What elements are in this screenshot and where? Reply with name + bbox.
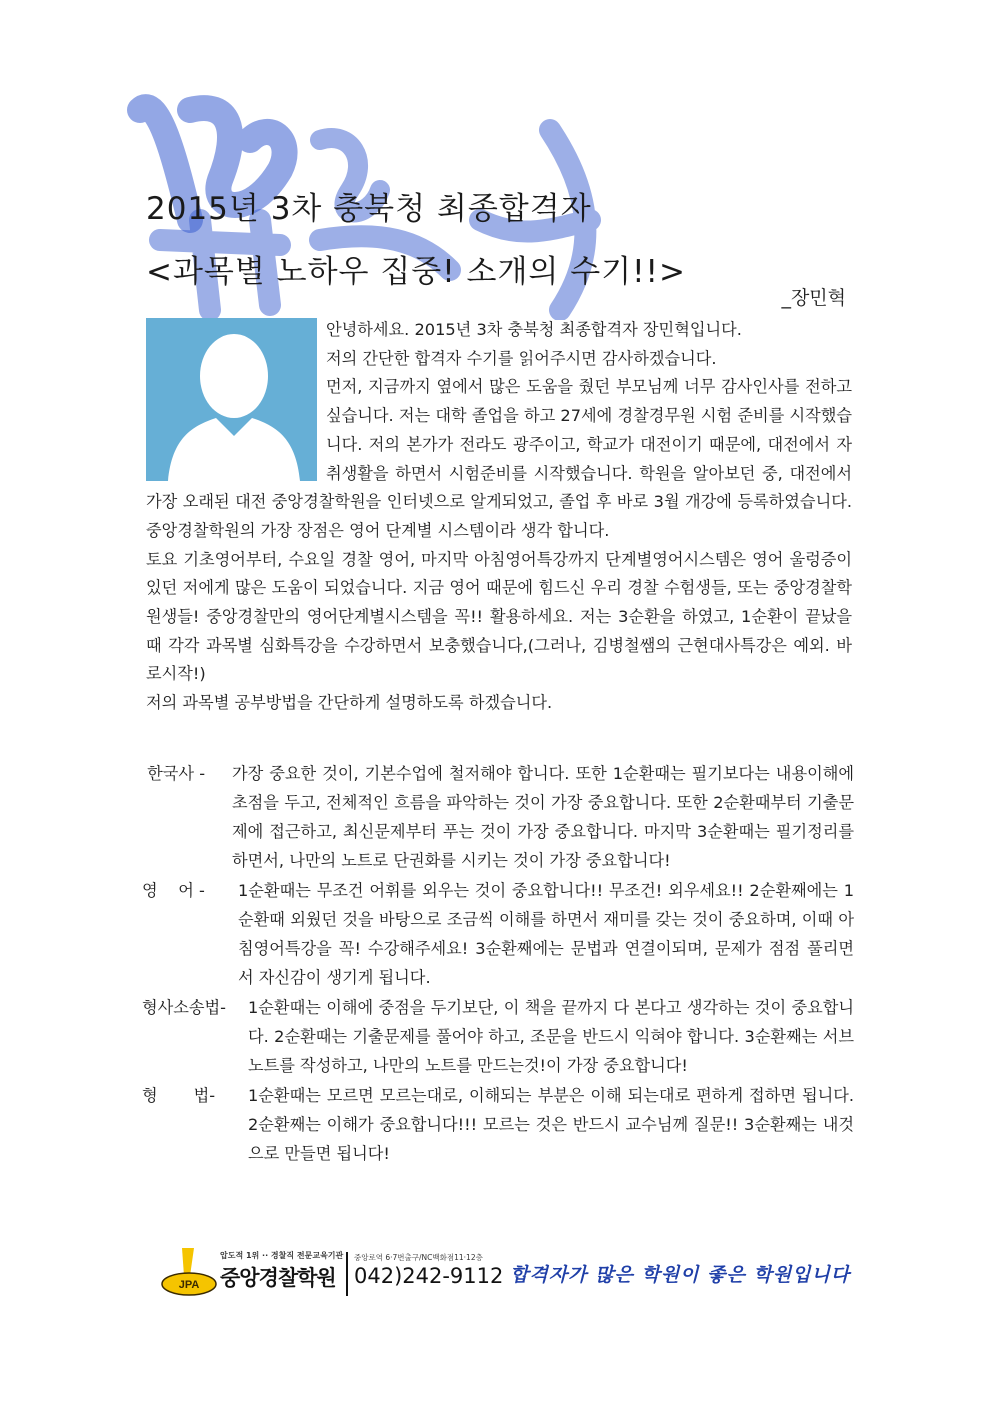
intro-text	[146, 316, 852, 718]
subject-label: 형사소송법-	[142, 998, 232, 1017]
subject-criminal-law	[142, 1081, 854, 1168]
subject-label: 한국사 -	[142, 764, 211, 783]
intro-paragraph: 저의 과목별 공부방법을 간단하게 설명하도록 하겠습니다.	[146, 693, 553, 713]
intro-paragraph: 먼저, 지금까지 옆에서 많은 도움을 줬던 부모님께 너무 감사인사를 전하고 싶습니다. 저는 대학 졸업을 하고 27세에 경찰경무원 시험 준비를 시작했습니다. 저의 본가가 전라도 광주이고, 학교가 대전이기 때문에, 대전에서 자취생활을 하면서 시험준비를 시작했습니다. 학원을 알아보던 중, 대전에서 가장 오래된 대전 중앙경찰학원을 인터넷으로 알게되었고, 졸업 후 바로 3월 개강에 등록하였습니다. 중앙경찰학원의 가장 장점은 영어 단계별 시스템이라 생각 합니다.	[146, 377, 852, 540]
subject-english	[142, 876, 854, 992]
intro-paragraph: 저의 간단한 합격자 수기를 읽어주시면 감사하겠습니다.	[326, 348, 717, 368]
subject-methods	[142, 759, 854, 1169]
subject-text: 가장 중요한 것이, 기본수업에 철저해야 합니다. 또한 1순환때는 필기보다는 내용이해에 초점을 두고, 전체적인 흐름을 파악하는 것이 가장 중요합니다. 또한 2순환때부터 기출문제에 접근하고, 최신문제부터 푸는 것이 가장 중요합니다. 마지막 3순환때는 필기정리를 하면서, 나만의 노트로 단권화를 시키는 것이 가장 중요합니다!	[232, 764, 854, 870]
author-name: _장민혁	[781, 287, 846, 309]
academy-name: 중앙경찰학원	[220, 1266, 336, 1290]
subject-text: 1순환때는 무조건 어휘를 외우는 것이 중요합니다!! 무조건! 외우세요!! 2순환째에는 1순환때 외웠던 것을 바탕으로 조금씩 이해를 하면서 재미를 갖는 것이 중요하며, 이때 아침영어특강을 꼭! 수강해주세요! 3순환째에는 문법과 연결이되며, 문제가 점점 풀리면서 자신감이 생기게 됩니다.	[238, 881, 854, 987]
academy-logo	[160, 1246, 218, 1298]
divider	[346, 1252, 348, 1296]
page-title: 2015년 3차 충북청 최종합격자	[146, 190, 592, 227]
logo-tagline: 압도적 1위 ·· 경찰직 전문교육기관	[220, 1251, 344, 1260]
academy-address: 중앙로역 6·7번출구/NC백화점11·12층	[354, 1253, 483, 1262]
subject-text: 1순환때는 이해에 중점을 두기보단, 이 책을 끝까지 다 본다고 생각하는 것이 중요합니다. 2순환때는 기출문제를 풀어야 하고, 조문을 반드시 익혀야 합니다. 3순환째는 서브노트를 작성하고, 나만의 노트를 만드는것!이 가장 중요합니다!	[248, 998, 854, 1075]
subject-label: 형 법-	[142, 1086, 221, 1105]
subject-label: 영 어 -	[142, 881, 210, 900]
logo-badge: JPA	[178, 1279, 200, 1291]
subject-text: 1순환때는 모르면 모르는대로, 이해되는 부분은 이해 되는대로 편하게 접하면 됩니다. 2순환째는 이해가 중요합니다!!! 모르는 것은 반드시 교수님께 질문!! 3순환째는 내것으로 만들면 됩니다!	[248, 1086, 854, 1163]
intro-paragraph: 토요 기초영어부터, 수요일 경찰 영어, 마지막 아침영어특강까지 단계별영어시스템은 영어 울렁증이 있던 저에게 많은 도움이 되었습니다. 지금 영어 때문에 힘드신 우리 경찰 수험생들, 또는 중앙경찰학원생들! 중앙경찰만의 영어단계별시스템을 꼭!! 활용하세요. 저는 3순환을 하였고, 1순환이 끝났을 때 각각 과목별 심화특강을 수강하면서 보충했습니다,(그러나, 김병철쌤의 근현대사특강은 예외. 바로시작!)	[146, 549, 852, 684]
academy-footer	[160, 1238, 860, 1308]
page-subtitle: <과목별 노하우 집중! 소개의 수기!!>	[146, 253, 686, 290]
subject-korean-history	[142, 759, 854, 875]
subject-criminal-procedure	[142, 993, 854, 1080]
phone-number: 042)242-9112	[354, 1264, 504, 1288]
intro-paragraph: 안녕하세요. 2015년 3차 충북청 최종합격자 장민혁입니다.	[326, 320, 742, 339]
academy-slogan: 합격자가 많은 학원이 좋은 학원입니다	[510, 1264, 851, 1286]
